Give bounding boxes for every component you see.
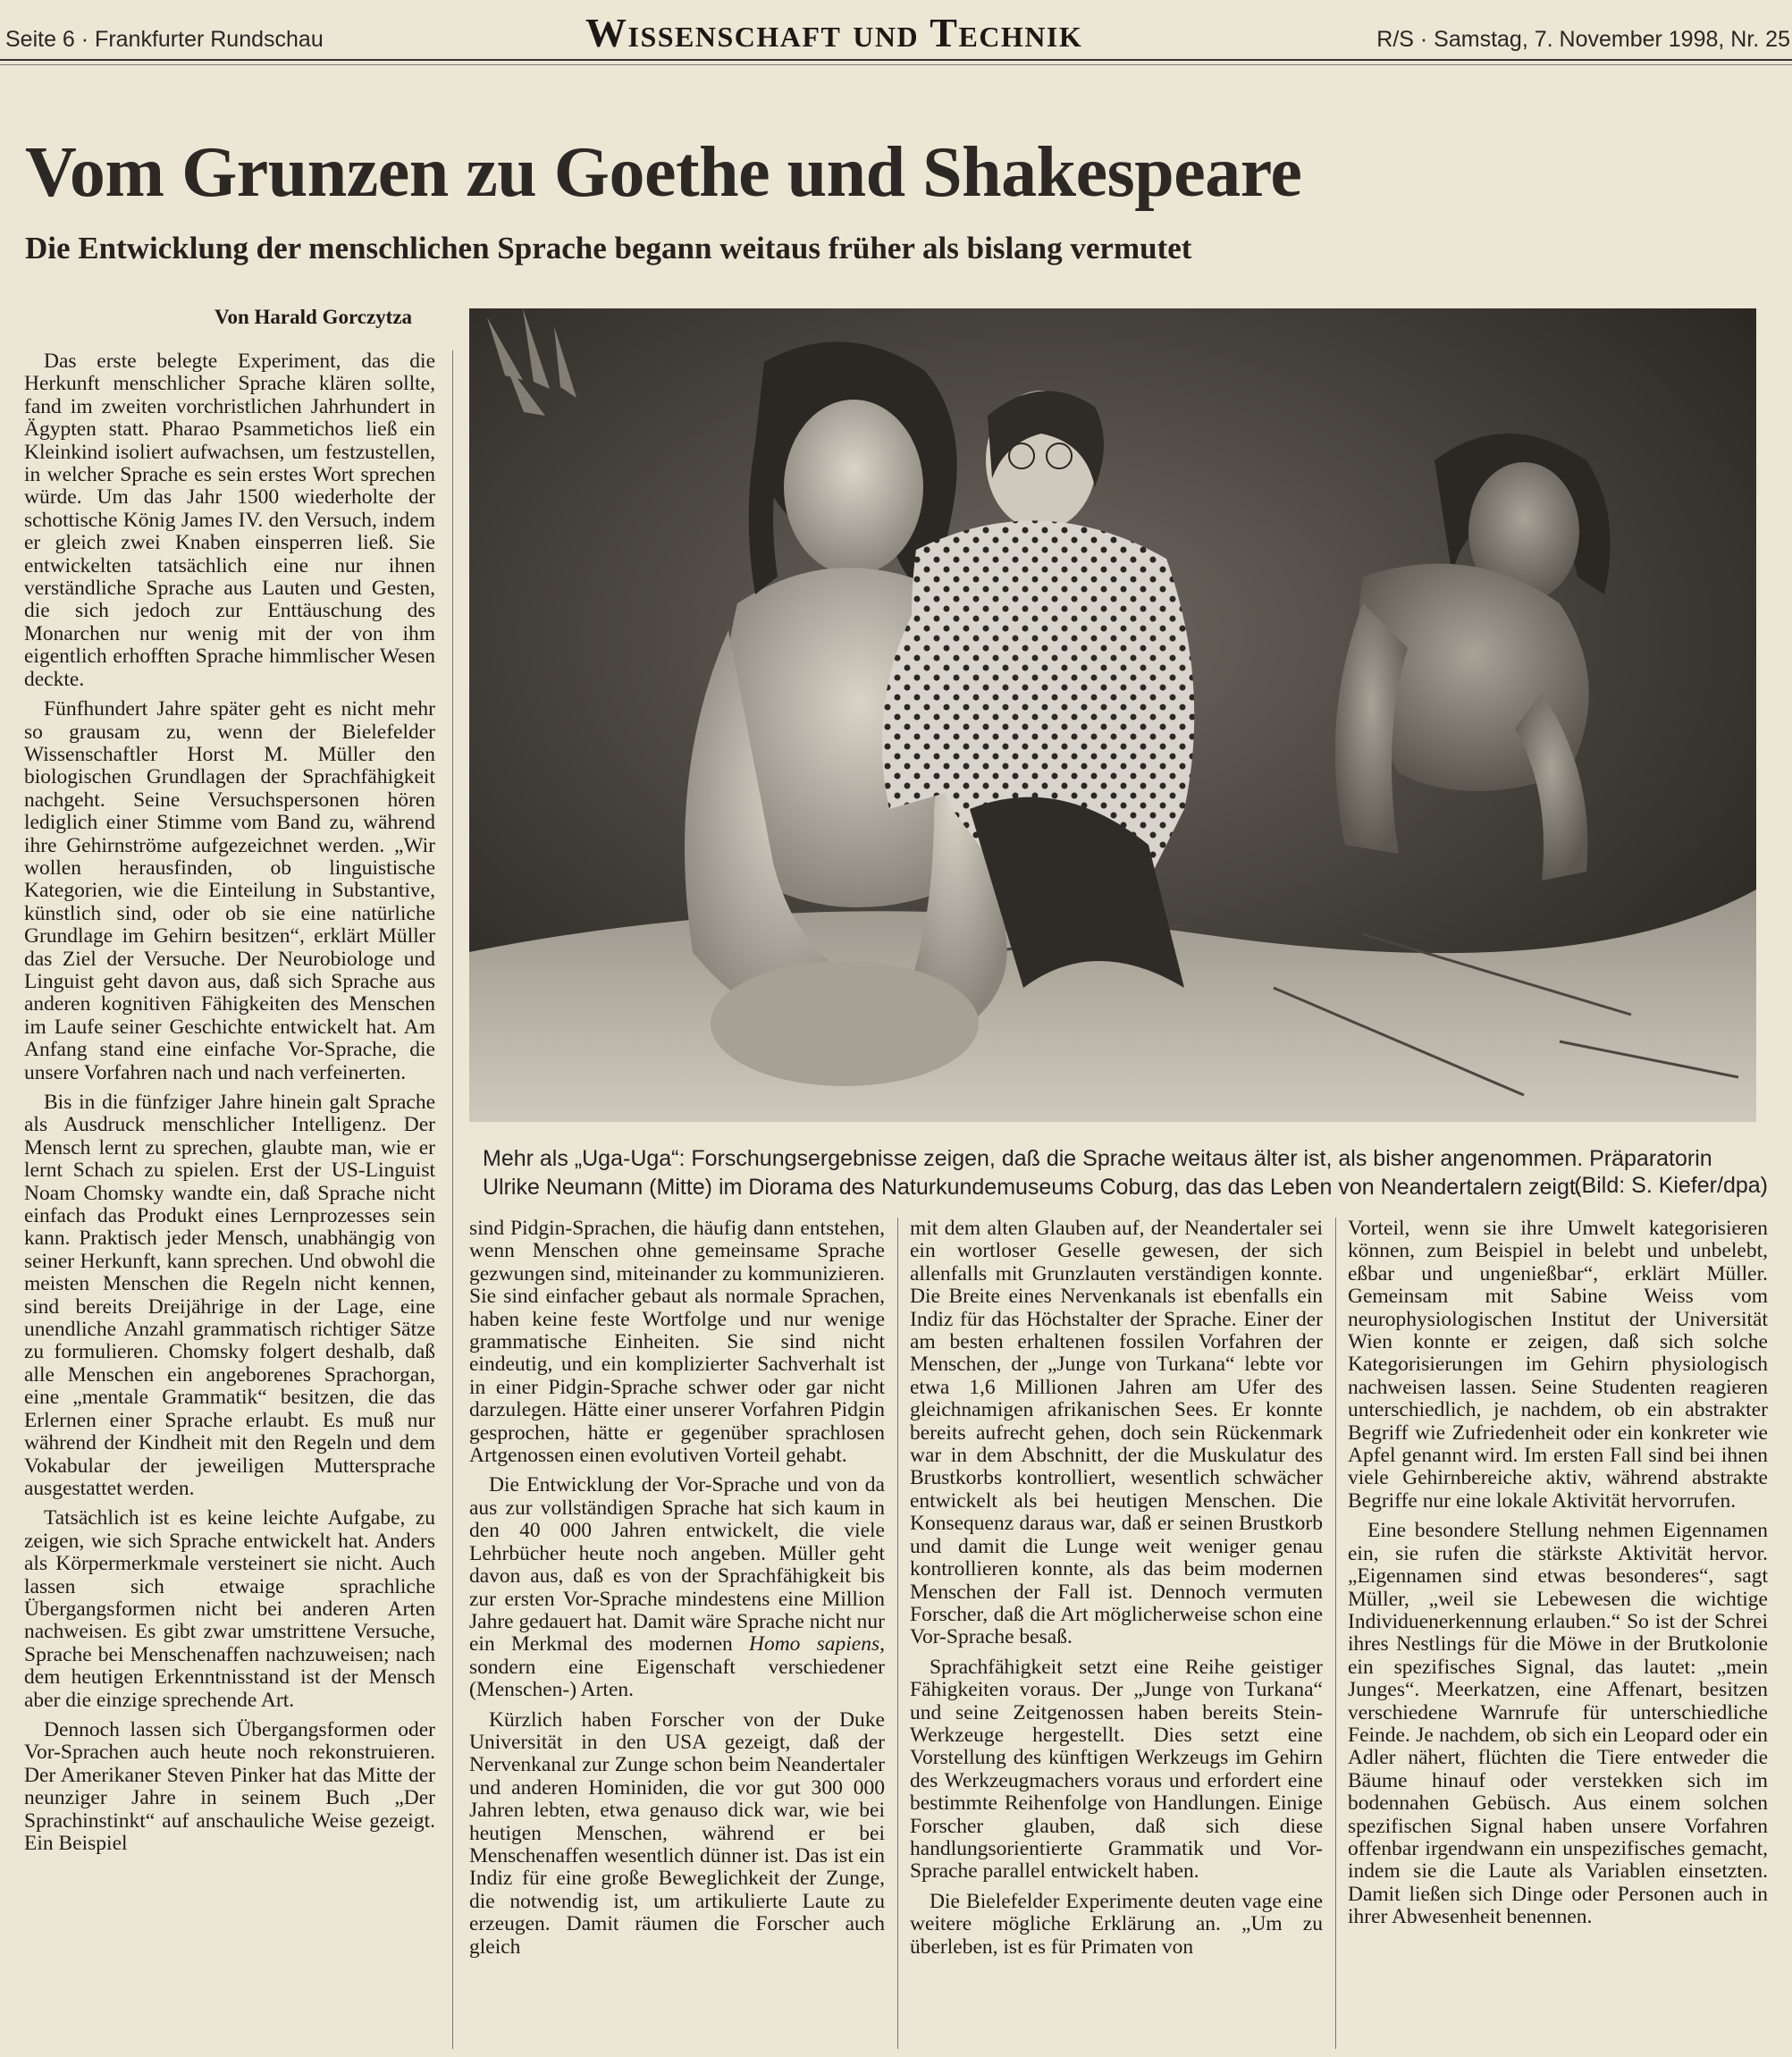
- paragraph-text: , sondern eine Eigenschaft verschiedener (Menschen-) Arten.: [469, 1632, 886, 1702]
- header-right: R/S · Samstag, 7. November 1998, Nr. 25: [1376, 27, 1790, 52]
- header-rule-thin: [0, 64, 1792, 65]
- article-column-3: [910, 1218, 1323, 1959]
- paragraph: Eine besondere Stellung nehmen Eigennamen ein, sie rufen die stärkste Aktivität hervor. „Eigennamen sind etwas besonderes“, sagt Müller, „weil sie Lebewesen die wichtige Individuenerkennung erlauben.“ So ist der Schrei ihres Nestlings für die Möwe in der Brutkolonie ein spezifisches Signal, das lautet: „mein Junges“. Meerkatzen, eine Affenart, besitzen verschiedene Warnrufe für unterschiedliche Feinde. Je nachdem, ob sich ein Leopard oder ein Adler nähert, flüchten die Tiere entweder die Bäume hinauf oder verstekken sich im bodennahen Gebüsch. Aus einem solchen spezifischen Signal haben unsere Vorfahren offenbar irgendwann ein unspezifisches gemacht, indem sie die Laute als Variablen einsetzten. Damit ließen sich Dinge oder Personen auch in ihrer Abwesenheit benennen.: [1348, 1519, 1768, 1929]
- article-column-2: [469, 1218, 885, 1959]
- column-rule-3: [1335, 1218, 1336, 2049]
- header-left: Seite 6 · Frankfurter Rundschau: [5, 27, 324, 52]
- paragraph: [469, 1474, 885, 1701]
- section-title: Wissenschaft und Technik: [585, 10, 1083, 55]
- headline: Vom Grunzen zu Goethe und Shakespeare: [25, 133, 1302, 212]
- paragraph: Das erste belegte Experiment, das die Herkunft menschlicher Sprache klären sollte, fand im zweiten vorchristlichen Jahrhundert in Ägypten statt. Pharao Psammetichos ließ ein Kleinkind isoliert aufwachsen, um festzustellen, in welcher Sprache es sein erstes Wort sprechen würde. Um das Jahr 1500 wiederholte der schottische König James IV. den Versuch, indem er gleich zwei Knaben einsperren ließ. Sie entwickelten tatsächlich eine nur ihnen verständliche Sprache aus Lauten und Gesten, die sich jedoch zur Enttäuschung des Monarchen nur wenig mit der von ihm eigentlich erhofften Sprache himmlischer Wesen deckte.: [24, 350, 435, 691]
- column-rule-2: [897, 1218, 898, 2049]
- subheadline: Die Entwicklung der menschlichen Sprache begann weitaus früher als bislang vermutet: [25, 231, 1192, 266]
- paragraph: Vorteil, wenn sie ihre Umwelt kategorisieren können, zum Beispiel in belebt und unbelebt, eßbar und ungenießbar“, erklärt Müller. Gemeinsam mit Sabine Weiss vom neurophysiologischen Institut der Universität Wien konnte er zeigen, daß sich solche Kategorisierungen im Gehirn physiologisch nachweisen lassen. Seine Studenten reagieren unterschiedlich, je nachdem, ob ein abstrakter Begriff wie Zufriedenheit oder ein konkreter wie Apfel genannt wird. Im ersten Fall sind bei ihnen viele Gehirnbereiche aktiv, während abstrakte Begriffe nur eine lokale Aktivität hervorrufen.: [1348, 1217, 1768, 1513]
- byline: Von Harald Gorczytza: [215, 306, 413, 328]
- species-name: Homo sapiens: [748, 1632, 880, 1657]
- photo-credit: (Bild: S. Kiefer/dpa): [1574, 1173, 1768, 1198]
- paragraph: mit dem alten Glauben auf, der Neandertaler sei ein wortloser Geselle gewesen, der sich allenfalls mit Grunzlauten verständigen konnte. Die Breite eines Nervenkanals ist ebenfalls ein Indiz für das Höchstalter der Sprache. Einer der am besten erhaltenen fossilen Vorfahren der Menschen, der „Junge von Turkana“ lebte vor etwa 1,6 Millionen Jahren am Ufer des gleichnamigen afrikanischen Sees. Er konnte bereits aufrecht gehen, doch sein Rückenmark war in dem Abschnitt, der die Muskulatur des Brustkorbs kontrolliert, wesentlich schwächer entwickelt als bei heutigen Menschen. Die Konsequenz daraus war, daß er seinen Brustkorb und damit die Lunge weit weniger genau kontrollieren konnte, als das beim modernen Menschen der Fall ist. Dennoch vermuten Forscher, daß die Art möglicherweise schon eine Vor-Sprache besaß.: [910, 1217, 1323, 1649]
- paragraph: sind Pidgin-Sprachen, die häufig dann entstehen, wenn Menschen ohne gemeinsame Sprache gezwungen sind, miteinander zu kommunizieren. Sie sind einfacher gebaut als normale Sprachen, haben keine feste Wortfolge und nur wenige grammatische Einheiten. Sie sind nicht eindeutig, und ein komplizierter Sachverhalt ist in einer Pidgin-Sprache schwer oder gar nicht darzulegen. Hätte einer unserer Vorfahren Pidgin gesprochen, hätte er gegenüber sprachlosen Artgenossen einen evolutiven Vorteil gehabt.: [469, 1217, 885, 1468]
- paragraph: Kürzlich haben Forscher von der Duke Universität in den USA gezeigt, daß der Nervenkanal zur Zunge schon beim Neandertaler und anderen Hominiden, die vor gut 300 000 Jahren lebten, etwa genauso dick war, wie bei heutigen Menschen, während er bei Menschenaffen wesentlich dünner ist. Das ist ein Indiz für eine große Beweglichkeit der Zunge, die notwendig ist, um artikulierte Laute zu erzeugen. Damit räumen die Forscher auch gleich: [469, 1707, 885, 1959]
- article-column-1: [24, 350, 435, 1855]
- paragraph: Die Bielefelder Experimente deuten vage eine weitere mögliche Erklärung an. „Um zu überleben, ist es für Primaten von: [910, 1889, 1323, 1959]
- diorama-photo: [469, 308, 1756, 1122]
- paragraph: Bis in die fünfziger Jahre hinein galt Sprache als Ausdruck menschlicher Intelligenz. Der Mensch lernt zu sprechen, glaubte man, wie er lernt Schach zu spielen. Erst der US-Linguist Noam Chomsky wandte ein, daß Sprache nicht einfach das Produkt eines Lernprozesses sein kann. Praktisch jeder Mensch, unabhängig von seiner Herkunft, kann sprechen. Und obwohl die meisten Menschen die Regeln nicht kennen, sind bereits Dreijährige in der Lage, eine unendliche Anzahl grammatisch richtiger Sätze zu formulieren. Chomsky folgert deshalb, daß alle Menschen ein angeborenes Sprachorgan, eine „mentale Grammatik“ besitzen, die das Erlernen einer Sprache erlaubt. Es muß nur während der Kindheit mit den Regeln und dem Vokabular der jeweiligen Muttersprache ausgestattet werden.: [24, 1091, 435, 1500]
- paragraph: Sprachfähigkeit setzt eine Reihe geistiger Fähigkeiten voraus. Der „Junge von Turkana“ und seine Zeitgenossen haben bereits Stein-Werkzeuge hergestellt. Dies setzt eine Vorstellung des künftigen Werkzeugs im Gehirn des Werkzeugmachers voraus und erfordert eine bestimmte Reihenfolge von Handlungen. Einige Forscher glauben, daß sich diese handlungsorientierte Grammatik und Vor-Sprache parallel entwickelt haben.: [910, 1655, 1323, 1884]
- paragraph: Tatsächlich ist es keine leichte Aufgabe, zu zeigen, wie sich Sprache entwickelt hat. Anders als Körpermerkmale versteinert sie nicht. Auch lassen sich etwaige sprachliche Übergangsformen nicht bei anderen Arten nachweisen. Es gibt zwar umstrittene Versuche, Sprache bei Menschenaffen nachzuweisen; nach dem heutigen Erkenntnisstand ist der Mensch aber die einzige sprechende Art.: [24, 1506, 435, 1712]
- paragraph: Fünfhundert Jahre später geht es nicht mehr so grausam zu, wenn der Bielefelder Wissenschaftler Horst M. Müller den biologischen Grundlagen der Sprachfähigkeit nachgeht. Seine Versuchspersonen hören lediglich einer Stimme vom Band zu, während ihre Gehirnströme aufgezeichnet werden. „Wir wollen herausfinden, ob linguistische Kategorien, wie die Einteilung in Substantive, künstlich sind, oder ob sie eine natürliche Grundlage im Gehirn besitzen“, erklärt Müller das Ziel der Versuche. Der Neurobiologe und Linguist geht davon aus, daß sich Sprache aus anderen kognitiven Fähigkeiten des Menschen im Laufe seiner Geschichte entwickelt hat. Am Anfang stand eine einfache Vor-Sprache, die unsere Vorfahren nach und nach verfeinerten.: [24, 697, 435, 1084]
- header-rule: [0, 59, 1792, 61]
- photo-caption: Mehr als „Uga-Uga“: Forschungsergebnisse zeigen, daß die Sprache weitaus älter ist, als bisher angenommen. Präparatorin Ulrike Neumann (Mitte) im Diorama des Naturkundemuseums Coburg, das das Leben von Neandertalern zeigt.: [483, 1146, 1712, 1200]
- paragraph-text: Die Entwicklung der Vor-Sprache und von da aus zur vollständigen Sprache hat sich kaum in den 40 000 Jahren entwickelt, die viele Lehrbücher heute noch angeben. Müller geht davon aus, daß es von der Sprachfähigkeit bis zur ersten Vor-Sprache mindestens eine Million Jahre gedauert hat. Damit wäre Sprache nicht nur ein Merkmal des modernen: [469, 1473, 885, 1657]
- paragraph: Dennoch lassen sich Übergangsformen oder Vor-Sprachen auch heute noch rekonstruieren. Der Amerikaner Steven Pinker hat das Mitte der neunziger Jahre in seinem Buch „Der Sprachinstinkt“ auf anschauliche Weise gezeigt. Ein Beispiel: [24, 1717, 435, 1855]
- column-rule-1: [452, 350, 453, 2049]
- article-column-4: [1348, 1218, 1768, 1929]
- diorama-illustration: [469, 308, 1756, 1122]
